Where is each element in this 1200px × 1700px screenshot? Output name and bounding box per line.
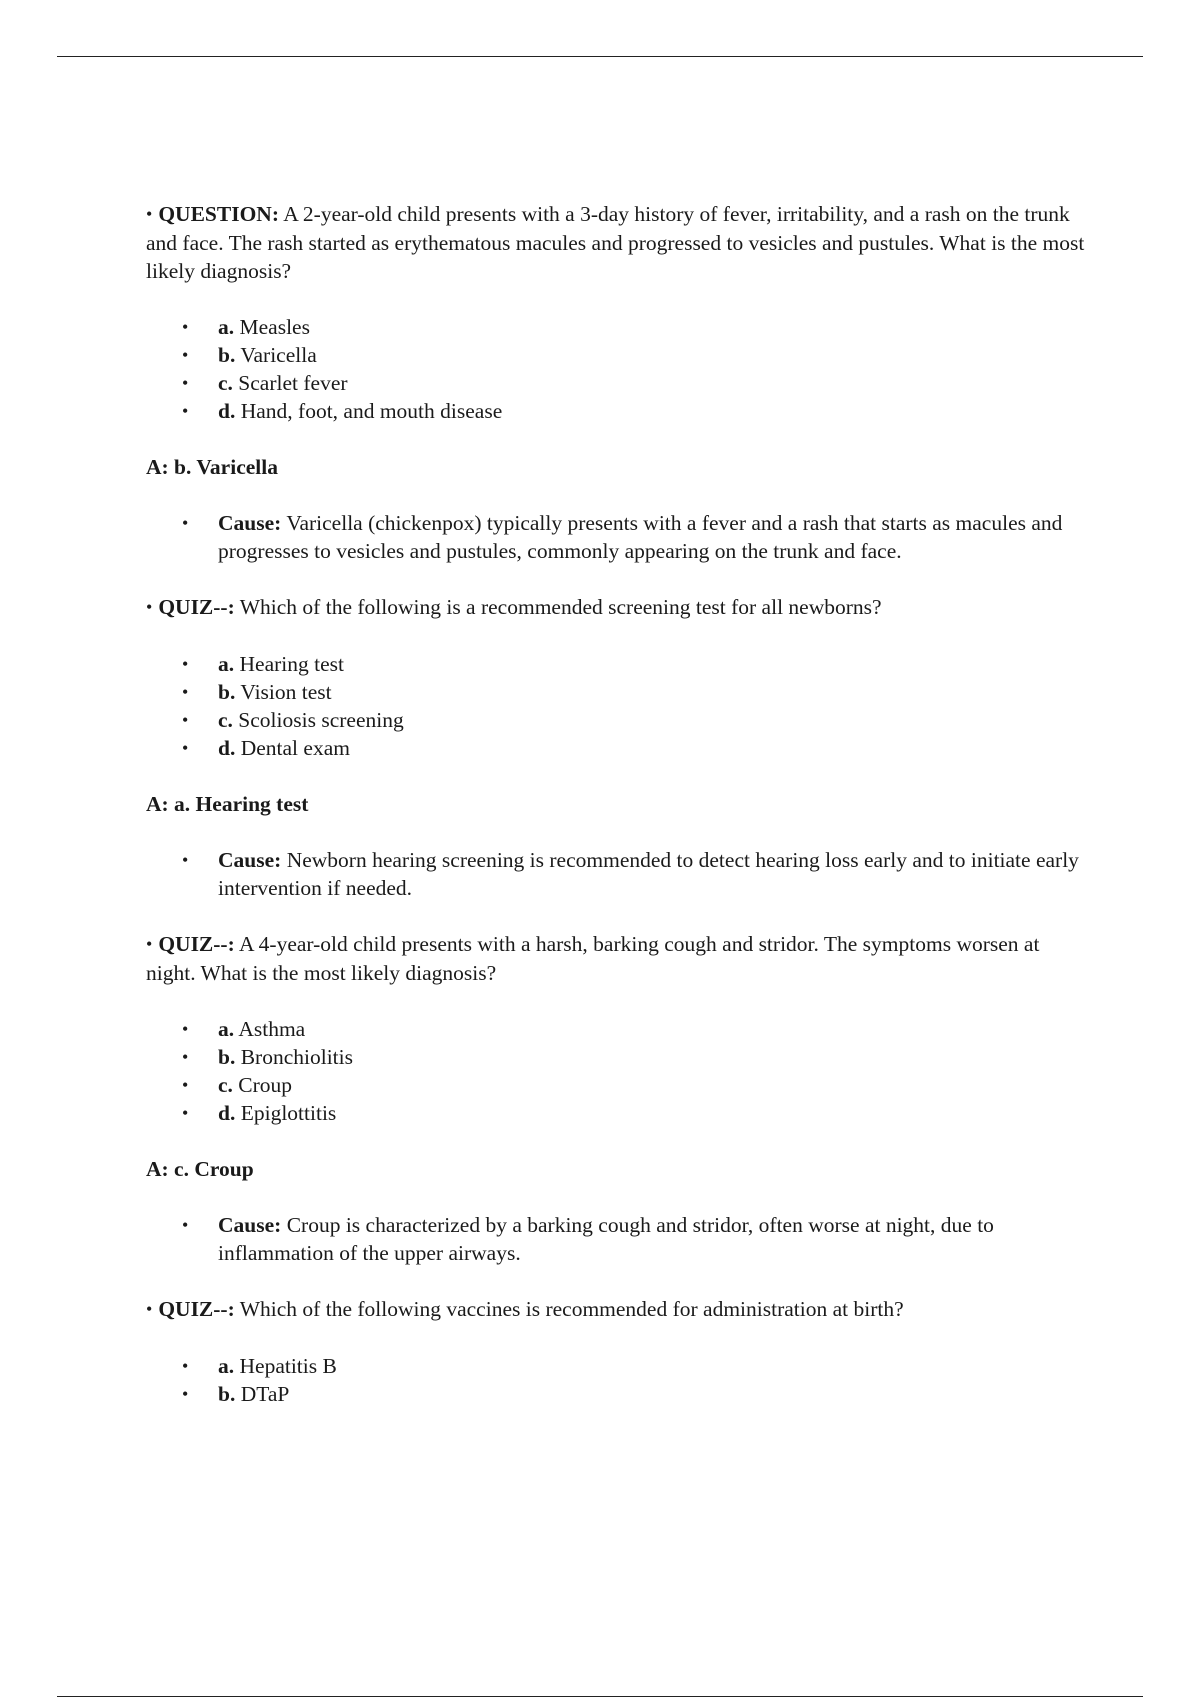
cause-label: Cause: bbox=[218, 511, 282, 535]
option-item bbox=[218, 1043, 1086, 1071]
option-text: Bronchiolitis bbox=[240, 1045, 353, 1069]
question-label: QUIZ--: bbox=[158, 595, 235, 619]
footer-rule bbox=[57, 1696, 1143, 1697]
option-item bbox=[218, 1099, 1086, 1127]
question-text: Which of the following vaccines is recommended for administration at birth? bbox=[239, 1297, 904, 1321]
option-letter: c. bbox=[218, 1073, 233, 1097]
cause-text: Newborn hearing screening is recommended to detect hearing loss early and to initiate early intervention if needed. bbox=[218, 848, 1079, 900]
bullet-icon: • bbox=[146, 934, 153, 954]
cause-list-3 bbox=[146, 1211, 1086, 1267]
option-letter: b. bbox=[218, 1382, 236, 1406]
option-letter: c. bbox=[218, 371, 233, 395]
option-text: Hearing test bbox=[239, 652, 344, 676]
answer-1: A: b. Varicella bbox=[146, 455, 278, 479]
option-text: Epiglottitis bbox=[240, 1101, 337, 1125]
bullet-icon: • bbox=[146, 597, 153, 617]
question-4 bbox=[146, 1295, 1086, 1324]
option-item bbox=[218, 1071, 1086, 1099]
question-1 bbox=[146, 200, 1086, 285]
option-letter: a. bbox=[218, 1017, 235, 1041]
cause-label: Cause: bbox=[218, 1213, 282, 1237]
question-text: A 4-year-old child presents with a harsh, barking cough and stridor. The symptoms worsen at night. What is the most likely diagnosis? bbox=[146, 932, 1040, 985]
option-text: Measles bbox=[239, 315, 310, 339]
answer-2: A: a. Hearing test bbox=[146, 792, 309, 816]
cause-item bbox=[218, 846, 1086, 902]
bullet-icon: • bbox=[146, 1299, 153, 1319]
option-item bbox=[218, 313, 1086, 341]
cause-text: Croup is characterized by a barking cough and stridor, often worse at night, due to inflammation of the upper airways. bbox=[218, 1213, 994, 1265]
option-text: Scarlet fever bbox=[238, 371, 348, 395]
options-list-2 bbox=[146, 650, 1086, 762]
question-label: QUIZ--: bbox=[158, 932, 235, 956]
document-body bbox=[146, 200, 1086, 1436]
cause-text: Varicella (chickenpox) typically presents with a fever and a rash that starts as macules and progresses to vesicles and pustules, commonly appearing on the trunk and face. bbox=[218, 511, 1063, 563]
option-letter: b. bbox=[218, 680, 236, 704]
header-rule bbox=[57, 56, 1143, 57]
option-text: Scoliosis screening bbox=[238, 708, 404, 732]
option-item bbox=[218, 734, 1086, 762]
option-item bbox=[218, 397, 1086, 425]
option-letter: c. bbox=[218, 708, 233, 732]
option-item bbox=[218, 369, 1086, 397]
options-list-4 bbox=[146, 1352, 1086, 1408]
question-label: QUESTION: bbox=[158, 202, 279, 226]
option-text: Hepatitis B bbox=[239, 1354, 337, 1378]
option-text: Asthma bbox=[238, 1017, 306, 1041]
option-item bbox=[218, 341, 1086, 369]
option-item bbox=[218, 1380, 1086, 1408]
question-text: Which of the following is a recommended screening test for all newborns? bbox=[239, 595, 882, 619]
cause-list-1 bbox=[146, 509, 1086, 565]
option-item bbox=[218, 1352, 1086, 1380]
question-label: QUIZ--: bbox=[158, 1297, 235, 1321]
options-list-3 bbox=[146, 1015, 1086, 1127]
option-letter: b. bbox=[218, 1045, 236, 1069]
options-list-1 bbox=[146, 313, 1086, 425]
option-letter: d. bbox=[218, 736, 236, 760]
option-text: DTaP bbox=[240, 1382, 290, 1406]
option-text: Vision test bbox=[240, 680, 332, 704]
option-letter: a. bbox=[218, 1354, 235, 1378]
option-letter: a. bbox=[218, 315, 235, 339]
option-letter: d. bbox=[218, 399, 236, 423]
option-letter: d. bbox=[218, 1101, 236, 1125]
answer-3: A: c. Croup bbox=[146, 1157, 254, 1181]
cause-item bbox=[218, 1211, 1086, 1267]
question-3 bbox=[146, 930, 1086, 987]
cause-item bbox=[218, 509, 1086, 565]
question-text: A 2-year-old child presents with a 3-day history of fever, irritability, and a rash on the trunk and face. The rash started as erythematous macules and progressed to vesicles and pustules. What is the most likely diagnosis? bbox=[146, 202, 1085, 283]
question-2 bbox=[146, 593, 1086, 622]
option-text: Croup bbox=[238, 1073, 293, 1097]
option-text: Hand, foot, and mouth disease bbox=[240, 399, 503, 423]
option-item bbox=[218, 650, 1086, 678]
option-letter: a. bbox=[218, 652, 235, 676]
option-text: Dental exam bbox=[240, 736, 350, 760]
bullet-icon: • bbox=[146, 204, 153, 224]
option-item bbox=[218, 1015, 1086, 1043]
option-item bbox=[218, 678, 1086, 706]
cause-list-2 bbox=[146, 846, 1086, 902]
option-text: Varicella bbox=[240, 343, 317, 367]
option-letter: b. bbox=[218, 343, 236, 367]
option-item bbox=[218, 706, 1086, 734]
cause-label: Cause: bbox=[218, 848, 282, 872]
